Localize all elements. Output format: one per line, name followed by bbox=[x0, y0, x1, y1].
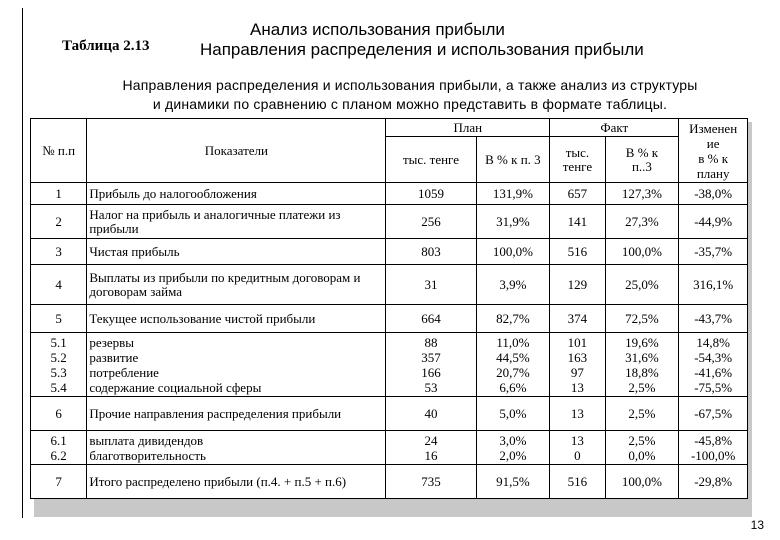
group2-num bbox=[31, 431, 87, 465]
header-plan: План bbox=[386, 119, 550, 137]
g1-ch-2: -41,6% bbox=[694, 364, 733, 380]
group-name bbox=[87, 333, 386, 397]
g1-name-2: потребление bbox=[89, 364, 159, 380]
row-plan: 256 bbox=[386, 205, 476, 239]
g1-fp-0: 19,6% bbox=[625, 334, 659, 350]
row-plan: 664 bbox=[386, 305, 476, 333]
header-plan-pct: В % к п. 3 bbox=[476, 137, 550, 183]
g1-num-3: 5.4 bbox=[50, 379, 67, 395]
row-plan: 1059 bbox=[386, 183, 476, 205]
row-fact: 657 bbox=[550, 183, 605, 205]
table-row bbox=[31, 239, 748, 265]
g1-ch-1: -54,3% bbox=[694, 349, 733, 365]
row-plan: 40 bbox=[386, 397, 476, 431]
row-fact-pct: 25,0% bbox=[605, 265, 679, 305]
g2-ch-0: -45,8% bbox=[694, 432, 733, 448]
header-fact-pct bbox=[605, 137, 679, 183]
table-row-group bbox=[31, 333, 748, 397]
title-line-2: Направления распределения и использования прибыли bbox=[200, 40, 644, 59]
g2-fact-1: 0 bbox=[574, 447, 581, 463]
group2-fact-pct bbox=[605, 431, 679, 465]
title-block bbox=[0, 20, 780, 60]
group-plan bbox=[386, 333, 476, 397]
table-row bbox=[31, 305, 748, 333]
row-num: 5 bbox=[31, 305, 87, 333]
page-number: 13 bbox=[750, 518, 764, 532]
header-change-l3: в % к bbox=[698, 150, 729, 166]
row-name: Чистая прибыль bbox=[87, 239, 386, 265]
header-fact-tg-l1: тыс. bbox=[565, 144, 590, 160]
table-row bbox=[31, 183, 748, 205]
row-name: Текущее использование чистой прибыли bbox=[87, 305, 386, 333]
table-row bbox=[31, 265, 748, 305]
row-change: -44,9% bbox=[679, 205, 748, 239]
g2-num-1: 6.2 bbox=[50, 447, 67, 463]
intro-text bbox=[50, 76, 770, 114]
g1-pp-0: 11,0% bbox=[496, 334, 530, 350]
g1-pp-2: 20,7% bbox=[496, 364, 530, 380]
g1-num-1: 5.2 bbox=[50, 349, 67, 365]
row-plan-pct: 31,9% bbox=[476, 205, 550, 239]
row-name: Прибыль до налогообложения bbox=[87, 183, 386, 205]
header-row-1 bbox=[31, 119, 748, 137]
header-change bbox=[679, 119, 748, 183]
group-num bbox=[31, 333, 87, 397]
header-plan-tg: тыс. тенге bbox=[386, 137, 476, 183]
row-change: 316,1% bbox=[679, 265, 748, 305]
row-plan-pct: 100,0% bbox=[476, 239, 550, 265]
group2-plan-pct bbox=[476, 431, 550, 465]
g1-num-2: 5.3 bbox=[50, 364, 67, 380]
row-fact: 129 bbox=[550, 265, 605, 305]
header-fact: Факт bbox=[550, 119, 679, 137]
g1-fp-3: 2,5% bbox=[628, 379, 656, 395]
row-change: -38,0% bbox=[679, 183, 748, 205]
g2-plan-0: 24 bbox=[424, 432, 438, 448]
table-row bbox=[31, 205, 748, 239]
g1-pp-3: 6,6% bbox=[499, 379, 527, 395]
table-row-group bbox=[31, 431, 748, 465]
row-change: -67,5% bbox=[679, 397, 748, 431]
g1-num-0: 5.1 bbox=[50, 334, 67, 350]
group2-name bbox=[87, 431, 386, 465]
header-change-l2: ие bbox=[706, 135, 720, 151]
title-line-1: Анализ использования прибыли bbox=[250, 20, 505, 39]
row-name: Налог на прибыль и аналогичные платежи из прибыли bbox=[87, 205, 386, 239]
group-fact bbox=[550, 333, 605, 397]
row-fact-pct: 72,5% bbox=[605, 305, 679, 333]
header-num: № п.п bbox=[31, 119, 87, 183]
row-fact-pct: 100,0% bbox=[605, 465, 679, 499]
g1-plan-3: 53 bbox=[424, 379, 438, 395]
row-fact-pct: 2,5% bbox=[605, 397, 679, 431]
g1-fact-1: 163 bbox=[567, 349, 588, 365]
g2-num-0: 6.1 bbox=[50, 432, 67, 448]
header-fact-pct-l1: В % к bbox=[625, 144, 659, 160]
g1-ch-3: -75,5% bbox=[694, 379, 733, 395]
g1-name-3: содержание социальной сферы bbox=[89, 379, 262, 395]
g2-name-0: выплата дивидендов bbox=[89, 432, 204, 448]
g2-pp-1: 2,0% bbox=[499, 447, 527, 463]
header-indicators: Показатели bbox=[87, 119, 386, 183]
row-fact: 516 bbox=[550, 465, 605, 499]
g1-fact-3: 13 bbox=[570, 379, 584, 395]
header-fact-tg-l2: тенге bbox=[562, 158, 593, 174]
table-number: Таблица 2.13 bbox=[62, 38, 150, 54]
intro-line-2: и динамики по сравнению с планом можно представить в формате таблицы. bbox=[152, 96, 668, 112]
row-plan-pct: 131,9% bbox=[476, 183, 550, 205]
g1-plan-1: 357 bbox=[421, 349, 441, 365]
row-fact: 374 bbox=[550, 305, 605, 333]
group2-plan bbox=[386, 431, 476, 465]
row-fact: 141 bbox=[550, 205, 605, 239]
g1-ch-0: 14,8% bbox=[696, 334, 730, 350]
g2-fact-0: 13 bbox=[570, 432, 584, 448]
g1-name-0: резервы bbox=[89, 334, 135, 350]
row-fact-pct: 127,3% bbox=[605, 183, 679, 205]
header-fact-tg bbox=[550, 137, 605, 183]
g1-fact-2: 97 bbox=[570, 364, 584, 380]
g2-pp-0: 3,0% bbox=[499, 432, 527, 448]
g1-fp-1: 31,6% bbox=[625, 349, 659, 365]
row-fact-pct: 27,3% bbox=[605, 205, 679, 239]
row-change: -35,7% bbox=[679, 239, 748, 265]
row-name: Выплаты из прибыли по кредитным договорам и договорам займа bbox=[87, 265, 386, 305]
row-fact: 13 bbox=[550, 397, 605, 431]
frame-left-border bbox=[22, 8, 23, 518]
group2-change bbox=[679, 431, 748, 465]
g1-fact-0: 101 bbox=[567, 334, 588, 350]
header-change-l1: Изменен bbox=[689, 120, 738, 136]
g2-fp-1: 0,0% bbox=[628, 447, 656, 463]
header-change-l4: плану bbox=[696, 165, 730, 181]
group2-fact bbox=[550, 431, 605, 465]
group-change bbox=[679, 333, 748, 397]
row-change: -29,8% bbox=[679, 465, 748, 499]
row-plan: 735 bbox=[386, 465, 476, 499]
row-plan: 803 bbox=[386, 239, 476, 265]
row-num: 4 bbox=[31, 265, 87, 305]
profit-table bbox=[30, 118, 748, 499]
row-num: 7 bbox=[31, 465, 87, 499]
row-fact-pct: 100,0% bbox=[605, 239, 679, 265]
g2-name-1: благотворительность bbox=[89, 447, 206, 463]
row-plan-pct: 3,9% bbox=[476, 265, 550, 305]
g1-name-1: развитие bbox=[89, 349, 139, 365]
group-fact-pct bbox=[605, 333, 679, 397]
group-plan-pct bbox=[476, 333, 550, 397]
row-name: Прочие направления распределения прибыли bbox=[87, 397, 386, 431]
g1-plan-0: 88 bbox=[424, 334, 438, 350]
row-num: 2 bbox=[31, 205, 87, 239]
g1-fp-2: 18,8% bbox=[625, 364, 659, 380]
row-name: Итого распределено прибыли (п.4. + п.5 + п.6) bbox=[87, 465, 386, 499]
row-num: 3 bbox=[31, 239, 87, 265]
table-row bbox=[31, 397, 748, 431]
row-num: 6 bbox=[31, 397, 87, 431]
g2-plan-1: 16 bbox=[424, 447, 438, 463]
header-fact-pct-l2: п..3 bbox=[631, 158, 652, 174]
intro-line-1: Направления распределения и использования прибыли, а также анализ из структуры bbox=[122, 77, 698, 93]
g1-pp-1: 44,5% bbox=[496, 349, 530, 365]
row-plan-pct: 91,5% bbox=[476, 465, 550, 499]
g2-fp-0: 2,5% bbox=[628, 432, 656, 448]
table-row bbox=[31, 465, 748, 499]
row-num: 1 bbox=[31, 183, 87, 205]
row-plan: 31 bbox=[386, 265, 476, 305]
row-plan-pct: 82,7% bbox=[476, 305, 550, 333]
row-plan-pct: 5,0% bbox=[476, 397, 550, 431]
g1-plan-2: 166 bbox=[421, 364, 441, 380]
row-fact: 516 bbox=[550, 239, 605, 265]
g2-ch-1: -100,0% bbox=[690, 447, 736, 463]
row-change: -43,7% bbox=[679, 305, 748, 333]
